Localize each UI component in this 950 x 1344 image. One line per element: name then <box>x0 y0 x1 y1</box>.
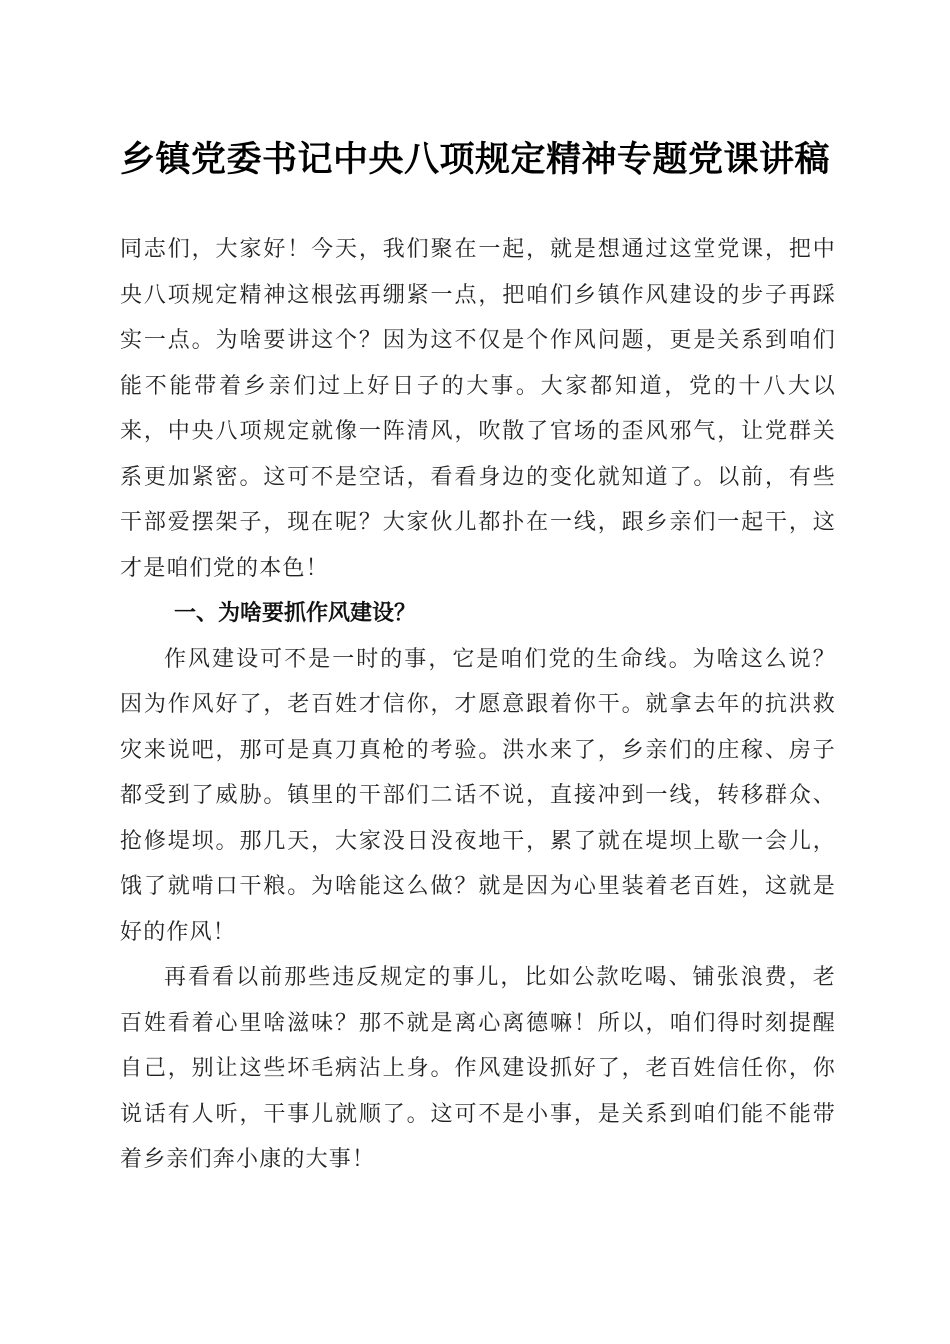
document-body <box>120 227 836 1183</box>
section-heading: 一、为啥要抓作风建设？ <box>174 601 417 626</box>
body-paragraph: 再看看以前那些违反规定的事儿，比如公款吃喝、铺张浪费，老百姓看着心里啥滋味？那不就是离心离德嘛！所以，咱们得时刻提醒自己，别让这些坏毛病沾上身。作风建设抓好了，老百姓信任你，你说话有人听，干事儿就顺了。这可不是小事，是关系到咱们能不能带着乡亲们奔小康的大事！ <box>120 965 836 1172</box>
body-paragraph: 作风建设可不是一时的事，它是咱们党的生命线。为啥这么说？因为作风好了，老百姓才信你，才愿意跟着你干。就拿去年的抗洪救灾来说吧，那可是真刀真枪的考验。洪水来了，乡亲们的庄稼、房子都受到了威胁。镇里的干部们二话不说，直接冲到一线，转移群众、抢修堤坝。那几天，大家没日没夜地干，累了就在堤坝上歇一会儿，饿了就啃口干粮。为啥能这么做？就是因为心里装着老百姓，这就是好的作风！ <box>120 646 836 945</box>
intro-paragraph: 同志们，大家好！今天，我们聚在一起，就是想通过这堂党课，把中央八项规定精神这根弦再绷紧一点，把咱们乡镇作风建设的步子再踩实一点。为啥要讲这个？因为这不仅是个作风问题，更是关系到咱们能不能带着乡亲们过上好日子的大事。大家都知道，党的十八大以来，中央八项规定就像一阵清风，吹散了官场的歪风邪气，让党群关系更加紧密。这可不是空话，看看身边的变化就知道了。以前，有些干部爱摆架子，现在呢？大家伙儿都扑在一线，跟乡亲们一起干，这才是咱们党的本色！ <box>120 237 836 581</box>
document-title: 乡镇党委书记中央八项规定精神专题党课讲稿 <box>119 139 830 180</box>
